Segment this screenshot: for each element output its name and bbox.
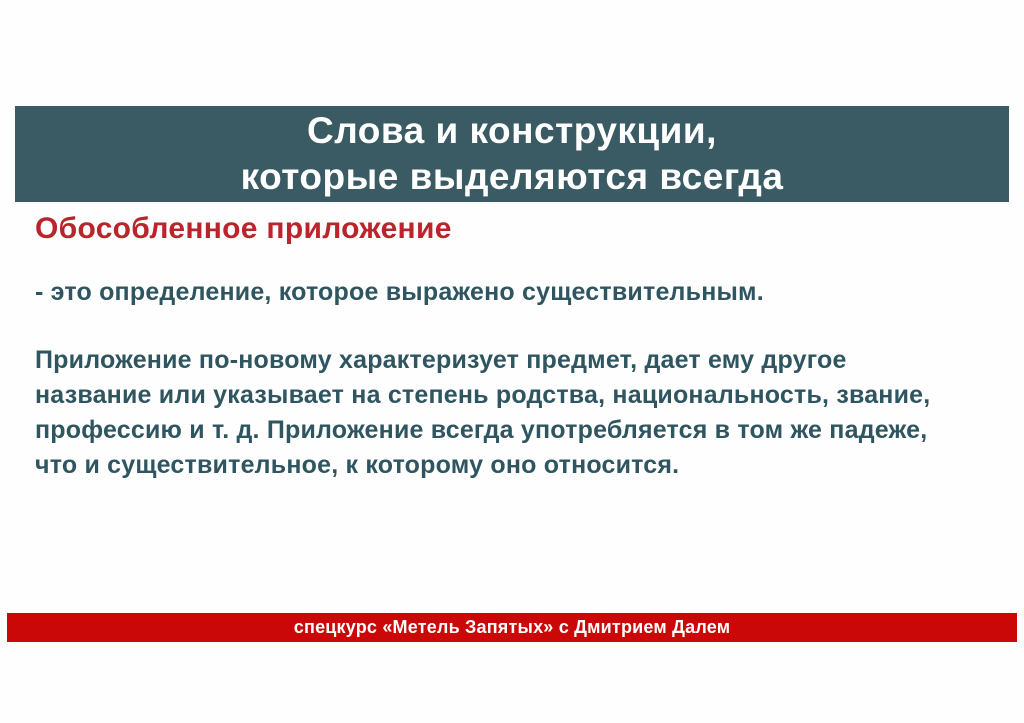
definition-text: - это определение, которое выражено существительным. [35, 278, 764, 306]
title-banner [15, 106, 1009, 202]
footer-course-label: спецкурс «Метель Запятых» с Дмитрием Далем [293, 617, 731, 637]
paragraph-line-1: Приложение по-новому характеризует предмет, дает ему другое [35, 346, 847, 374]
section-heading: Обособленное приложение [35, 212, 452, 245]
paragraph-line-4: что и существительное, к которому оно относится. [35, 451, 680, 479]
slide-title-line-1: Слова и конструкции, [307, 110, 717, 151]
footer-bar [7, 613, 1017, 642]
slide-title-line-2: которые выделяются всегда [240, 156, 784, 197]
body-paragraph [35, 343, 930, 483]
paragraph-line-3: профессию и т. д. Приложение всегда употребляется в том же падеже, [35, 416, 928, 444]
paragraph-line-2: название или указывает на степень родства, национальность, звание, [35, 381, 931, 409]
